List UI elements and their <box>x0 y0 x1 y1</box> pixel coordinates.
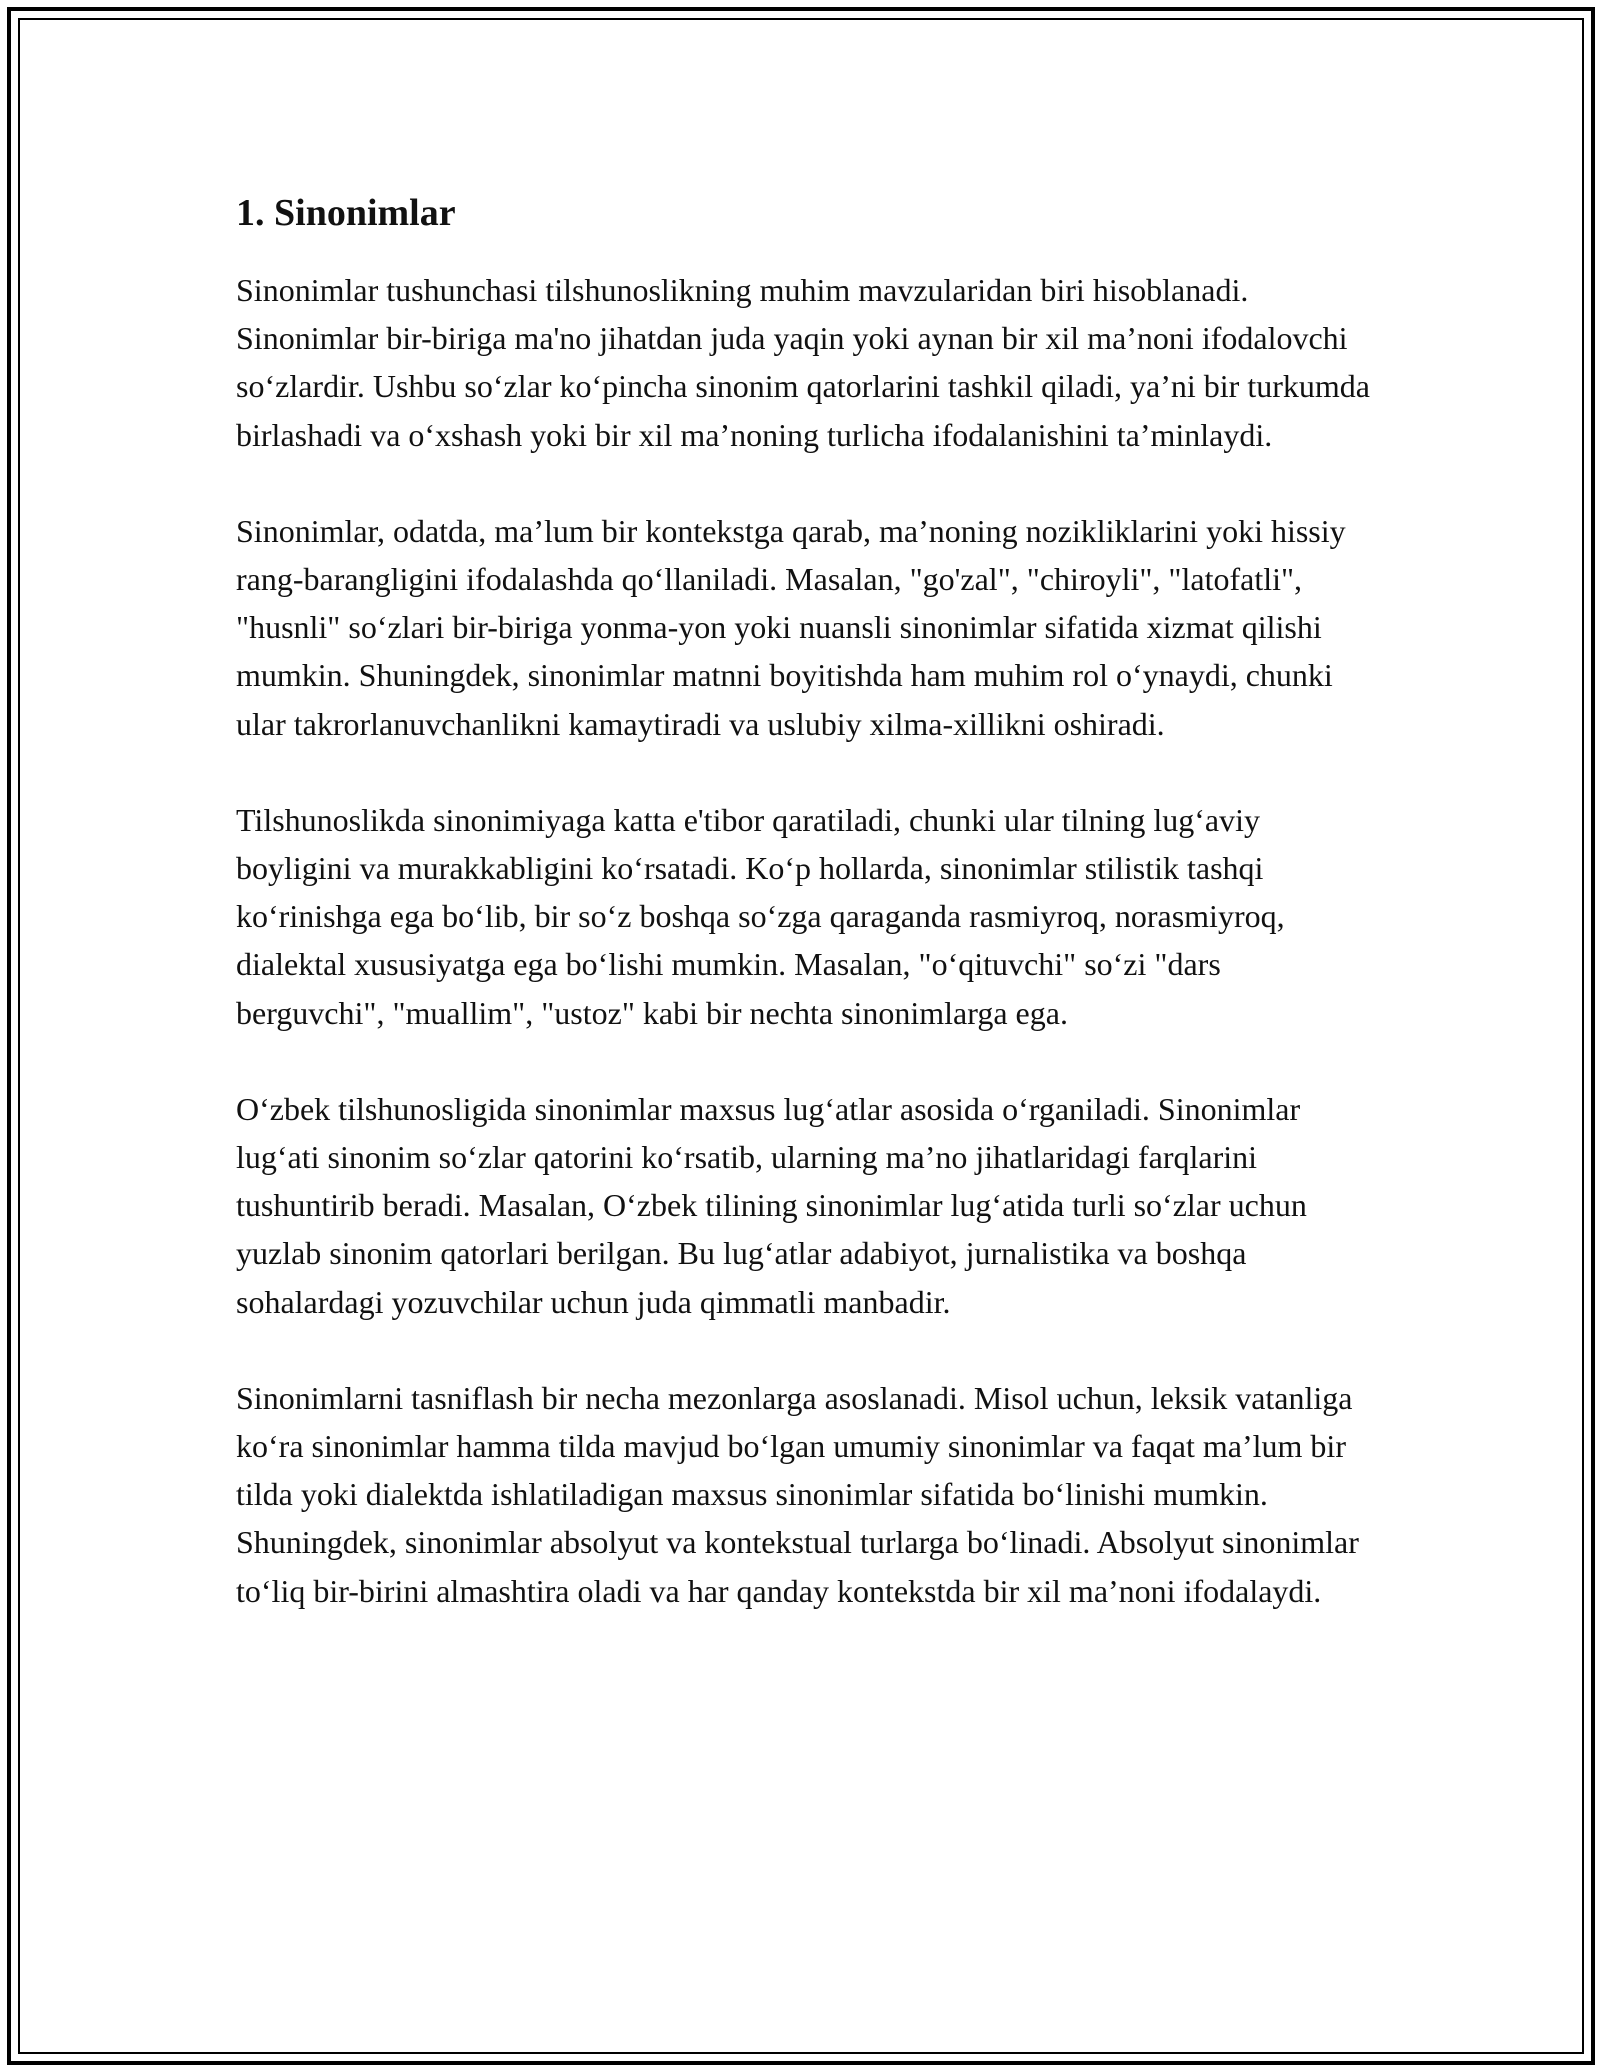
paragraph-2: Sinonimlar, odatda, ma’lum bir kontekstga qarab, ma’noning nozikliklarini yoki hissiy rang-barangligini ifodalashda qo‘llaniladi. Masalan, "go'zal", "chiroyli", "latofatli", "husnli" so‘zlari bir-biriga yonma-yon yoki nuansli sinonimlar sifatida xizmat qilishi mumkin. Shuningdek, sinonimlar matnni boyitishda ham muhim rol o‘ynaydi, chunki ular takrorlanuvchanlikni kamaytiradi va uslubiy xilma-xillikni oshiradi. <box>236 512 1346 742</box>
document-body <box>236 186 1376 1615</box>
section-heading: 1. Sinonimlar <box>236 192 456 234</box>
paragraph-1: Sinonimlar tushunchasi tilshunoslikning muhim mavzularidan biri hisoblanadi. Sinonimlar bir-biriga ma'no jihatdan juda yaqin yoki aynan bir xil ma’noni ifodalovchi so‘zlardir. Ushbu so‘zlar ko‘pincha sinonim qatorlarini tashkil qiladi, ya’ni bir turkumda birlashadi va o‘xshash yoki bir xil ma’noning turlicha ifodalanishini ta’minlaydi. <box>236 272 1370 453</box>
paragraph-4: O‘zbek tilshunosligida sinonimlar maxsus lug‘atlar asosida o‘rganiladi. Sinonimlar lug‘ati sinonim so‘zlar qatorini ko‘rsatib, ularning ma’no jihatlaridagi farqlarini tushuntirib beradi. Masalan, O‘zbek tilining sinonimlar lug‘atida turli so‘zlar uchun yuzlab sinonim qatorlari berilgan. Bu lug‘atlar adabiyot, jurnalistika va boshqa sohalardagi yozuvchilar uchun juda qimmatli manbadir. <box>236 1090 1307 1320</box>
paragraph-5: Sinonimlarni tasniflash bir necha mezonlarga asoslanadi. Misol uchun, leksik vatanliga ko‘ra sinonimlar hamma tilda mavjud bo‘lgan umumiy sinonimlar va faqat ma’lum bir tilda yoki dialektda ishlatiladigan maxsus sinonimlar sifatida bo‘linishi mumkin. Shuningdek, sinonimlar absolyut va kontekstual turlarga bo‘linadi. Absolyut sinonimlar to‘liq bir-birini almashtira oladi va har qanday kontekstda bir xil ma’noni ifodalaydi. <box>236 1379 1359 1609</box>
paragraph-3: Tilshunoslikda sinonimiyaga katta e'tibor qaratiladi, chunki ular tilning lug‘aviy boyligini va murakkabligini ko‘rsatadi. Ko‘p hollarda, sinonimlar stilistik tashqi ko‘rinishga ega bo‘lib, bir so‘z boshqa so‘zga qaraganda rasmiyroq, norasmiyroq, dialektal xususiyatga ega bo‘lishi mumkin. Masalan, "o‘qituvchi" so‘zi "dars berguvchi", "muallim", "ustoz" kabi bir nechta sinonimlarga ega. <box>236 801 1285 1031</box>
